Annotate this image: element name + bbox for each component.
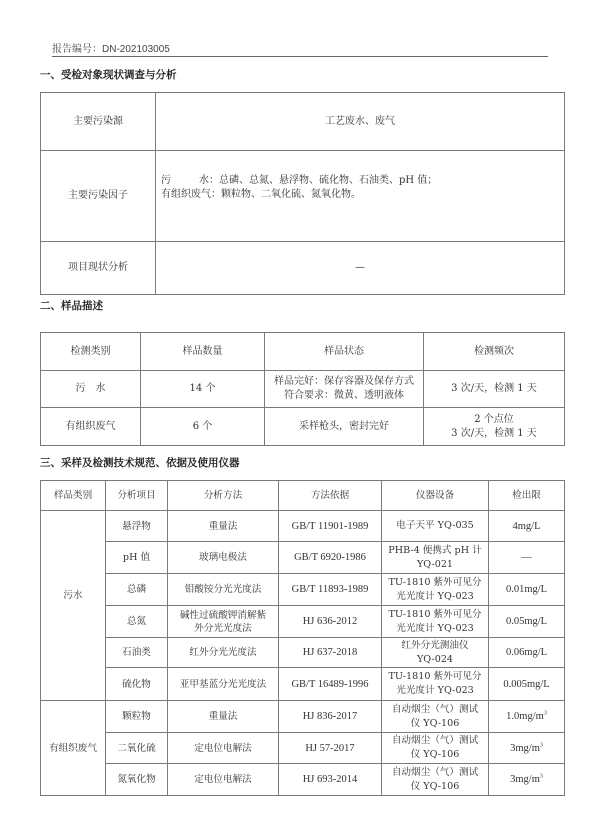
instrument-cell [382,638,489,668]
limit-value: 0.005mg/L [503,678,550,690]
frequency-line: 2 个点位 [474,413,514,425]
instrument-line: 光光度计 YQ-023 [396,685,474,696]
analysis-method-cell [168,733,279,764]
table-header-row [41,481,565,511]
analysis-item-cell: 石油类 [106,638,168,668]
table-row [41,606,565,638]
report-number-header [52,44,548,57]
instrument-cell [382,574,489,606]
instrument-line: TU-1810 紫外可见分 [388,608,482,620]
limit-value: 3mg/m [510,742,540,754]
method-line: 红外分光光度法 [189,647,257,658]
instrument-line: 仪 YQ-106 [410,749,460,760]
methods-table [40,480,565,796]
method-basis-cell: HJ 836-2017 [279,701,382,733]
column-header: 方法依据 [279,481,382,511]
limit-superscript: 3 [539,742,543,748]
instrument-line: 电子天平 YQ-035 [396,520,474,531]
count-cell: 6 个 [141,408,265,446]
table-row [41,764,565,796]
table-row [41,408,565,446]
method-basis-cell: GB/T 11893-1989 [279,574,382,606]
instrument-line: TU-1810 紫外可见分 [388,671,482,682]
column-header: 检测频次 [424,333,565,371]
analysis-method-cell [168,574,279,606]
method-line: 定电位电解法 [194,742,252,754]
factor-line-gas [161,188,562,202]
state-line: 采样枪头，密封完好 [299,420,389,432]
analysis-method-cell [168,701,279,733]
table-row [41,511,565,542]
table-row [41,574,565,606]
survey-table [40,92,565,295]
table-row [41,668,565,701]
analysis-item-cell: 总磷 [106,574,168,606]
sample-description-table [40,332,565,446]
instrument-cell [382,701,489,733]
method-basis-cell: GB/T 11901-1989 [279,511,382,542]
instrument-line: 仪 YQ-106 [410,780,460,792]
method-basis-cell: HJ 636-2012 [279,606,382,638]
method-line: 玻璃电极法 [199,552,247,563]
method-line: 重量法 [208,711,238,722]
method-basis-cell: HJ 57-2017 [279,733,382,764]
analysis-method-cell [168,668,279,701]
instrument-line: 光光度计 YQ-023 [396,622,474,634]
table-row [41,151,565,242]
instrument-cell [382,668,489,701]
state-cell [265,371,424,408]
frequency-line: 3 次/天，检测 1 天 [451,383,537,394]
column-header: 样品类别 [41,481,106,511]
method-basis-cell: GB/T 6920-1986 [279,542,382,574]
limit-value: 0.06mg/L [505,647,548,658]
detection-limit-cell [489,701,565,733]
frequency-cell [424,408,565,446]
factor-value: 总磷、总氮、悬浮物、硫化物、石油类、pH 值； [219,175,438,186]
factor-line-wastewater [161,174,562,188]
method-line: 定电位电解法 [194,774,252,785]
analysis-item-cell: 硫化物 [106,668,168,701]
frequency-line: 3 次/天，检测 1 天 [451,427,537,439]
analysis-method-cell [168,542,279,574]
table-row [41,93,565,151]
limit-value: — [521,552,532,563]
analysis-method-cell [168,764,279,796]
instrument-line: 仪 YQ-106 [410,717,460,729]
instrument-cell [382,764,489,796]
limit-value: 3mg/m [510,774,540,785]
instrument-line: 自动烟尘（气）测试 [391,766,479,778]
instrument-line: TU-1810 紫外可见分 [388,576,482,588]
table-row [41,242,565,295]
method-line: 亚甲基蓝分光光度法 [179,678,267,690]
analysis-method-cell [168,511,279,542]
limit-value: 4mg/L [512,520,541,532]
detection-limit-cell [489,668,565,701]
limit-value: 1.0mg/m [506,711,544,722]
table-row [41,371,565,408]
factor-prefix: 污 [161,175,171,186]
limit-value: 0.05mg/L [505,616,548,627]
limit-superscript: 3 [539,773,543,780]
column-header: 样品数量 [141,333,265,371]
analysis-method-cell [168,606,279,638]
section3-title: 三、采样及检测技术规范、依据及使用仪器 [40,457,240,469]
method-line: 碱性过硫酸钾消解紫 [179,609,267,621]
column-header: 分析方法 [168,481,279,511]
column-header: 检出限 [489,481,565,511]
detection-limit-cell [489,764,565,796]
detection-limit-cell [489,638,565,668]
report-number-value: DN-202103005 [102,44,170,55]
column-header: 仪器设备 [382,481,489,511]
section1-title: 一、受检对象现状调查与分析 [40,69,177,81]
analysis-item-cell: 氮氧化物 [106,764,168,796]
method-line: 钼酸铵分光光度法 [184,584,262,595]
factor-prefix: 水： [199,175,219,186]
factor-prefix: 有组织废气： [161,189,221,200]
detection-limit-cell [489,542,565,574]
table-row [41,701,565,733]
state-cell [265,408,424,446]
sample-category-cell: 污水 [41,511,106,701]
limit-superscript: 3 [543,710,547,717]
section2-title: 二、样品描述 [40,300,103,312]
analysis-item-cell: 总氮 [106,606,168,638]
category-cell: 有组织废气 [41,408,141,446]
column-header: 检测类别 [41,333,141,371]
pollution-source-value: 工艺废水、废气 [156,93,565,151]
report-number-label: 报告编号： [52,44,102,55]
instrument-line: 光光度计 YQ-023 [396,590,474,602]
analysis-item-cell: 悬浮物 [106,511,168,542]
table-header-row [41,333,565,371]
method-basis-cell: HJ 693-2014 [279,764,382,796]
detection-limit-cell [489,574,565,606]
row-label: 项目现状分析 [41,242,156,295]
detection-limit-cell [489,733,565,764]
method-line: 外分光光度法 [194,622,252,634]
column-header: 样品状态 [265,333,424,371]
state-line: 符合要求：微黄、透明液体 [284,390,404,401]
instrument-line: 自动烟尘（气）测试 [391,703,479,715]
category-cell: 污 水 [41,371,141,408]
row-label: 主要污染源 [41,93,156,151]
instrument-cell [382,511,489,542]
analysis-method-cell [168,638,279,668]
sample-category-cell: 有组织废气 [41,701,106,796]
column-header: 分析项目 [106,481,168,511]
analysis-item-cell: pH 值 [106,542,168,574]
table-row [41,638,565,668]
method-basis-cell: HJ 637-2018 [279,638,382,668]
frequency-cell [424,371,565,408]
limit-value: 0.01mg/L [505,584,548,595]
instrument-cell [382,542,489,574]
method-basis-cell: GB/T 16489-1996 [279,668,382,701]
detection-limit-cell [489,511,565,542]
state-line: 样品完好：保存容器及保存方式 [274,376,414,387]
instrument-cell [382,606,489,638]
instrument-line: YQ-024 [416,653,454,665]
table-row [41,733,565,764]
method-line: 重量法 [208,520,238,532]
instrument-line: PHB-4 便携式 pH 计 [388,544,482,556]
pollution-factors-value [156,151,565,242]
instrument-line: 自动烟尘（气）测试 [391,735,479,746]
instrument-cell [382,733,489,764]
status-analysis-value: — [156,242,565,295]
analysis-item-cell: 二氧化硫 [106,733,168,764]
detection-limit-cell [489,606,565,638]
table-row [41,542,565,574]
instrument-line: YQ-021 [416,558,454,570]
row-label: 主要污染因子 [41,151,156,242]
analysis-item-cell: 颗粒物 [106,701,168,733]
instrument-line: 红外分光测油仪 [401,639,469,651]
factor-value: 颗粒物、二氧化硫、氮氧化物。 [221,189,361,200]
count-cell: 14 个 [141,371,265,408]
